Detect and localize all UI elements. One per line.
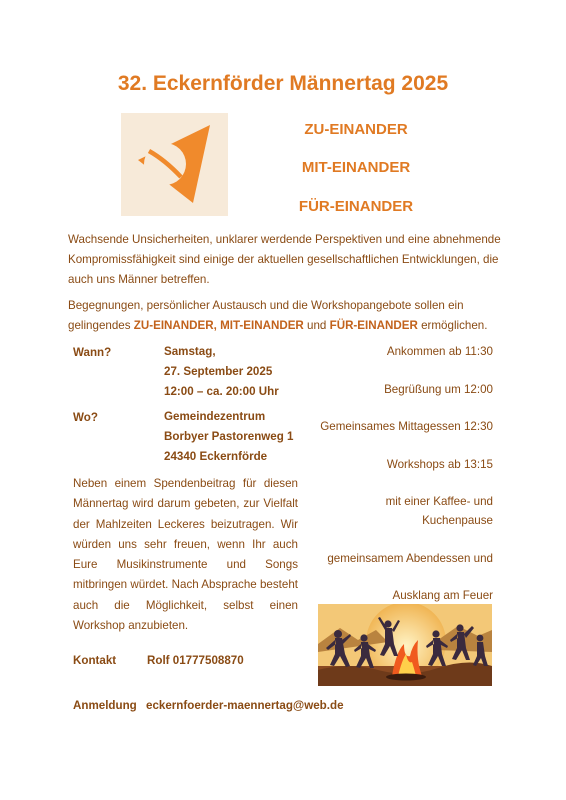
schedule-campfire: Ausklang am Feuer — [392, 589, 493, 602]
schedule-dinner: gemeinsamem Abendessen und — [327, 552, 493, 565]
goal-paragraph — [68, 296, 508, 336]
campfire-illustration — [318, 604, 492, 686]
contact-label: Kontakt — [73, 654, 117, 667]
when-line-time: 12:00 – ca. 20:00 Uhr — [164, 385, 279, 398]
intro-paragraph: Wachsende Unsicherheiten, unklarer werdende Perspektiven und eine abnehmende Kompromissfähigkeit sind einige der aktuellen gesellschaftlichen Entwicklungen, die auch uns Männer betreffen. — [68, 233, 501, 286]
schedule-workshops: Workshops ab 13:15 — [386, 458, 493, 471]
goal-highlight-2: FÜR-EINANDER — [329, 319, 418, 332]
info-paragraph: Neben einem Spendenbeitrag für diesen Männertag wird darum gebeten, zur Vielfalt der Mahlzeiten Leckeres beizutragen. Wir würden uns sehr freuen, wenn Ihr auch Eure Musikinstrumente und Songs mitbringen würdet. Nach Absprache besteht auch die Möglichkeit, selbst einen Workshop anzubieten. — [73, 477, 298, 633]
where-line-street: Borbyer Pastorenweg 1 — [164, 430, 294, 443]
where-label: Wo? — [73, 411, 98, 424]
slogan-zu-einander: ZU-EINANDER — [304, 121, 408, 138]
schedule-welcome: Begrüßung um 12:00 — [384, 383, 493, 396]
schedule-arrival: Ankommen ab 11:30 — [386, 345, 493, 358]
schedule-lunch: Gemeinsames Mittagessen 12:30 — [320, 420, 493, 433]
schedule-cake-break: Kuchenpause — [422, 514, 493, 527]
when-label: Wann? — [73, 346, 112, 359]
goal-text-start: Begegnungen, persönlicher Austausch und die Workshopangebote sollen ein gelingendes — [68, 299, 464, 332]
page-title: 32. Eckernförder Männertag 2025 — [117, 72, 449, 95]
slogan-fuer-einander: FÜR-EINANDER — [298, 198, 414, 215]
goal-text-mid: und — [303, 319, 330, 332]
registration-label: Anmeldung — [73, 699, 137, 712]
registration-email: eckernfoerder-maennertag@web.de — [146, 699, 344, 712]
slogan-mit-einander: MIT-EINANDER — [301, 159, 411, 176]
where-line-city: 24340 Eckernförde — [164, 450, 268, 463]
goal-highlight-1: ZU-EINANDER, MIT-EINANDER — [133, 319, 304, 332]
schedule-coffee: mit einer Kaffee- und — [385, 495, 493, 508]
goal-text-end: ermöglichen. — [417, 319, 488, 332]
where-line-venue: Gemeindezentrum — [164, 410, 266, 423]
when-line-date: 27. September 2025 — [164, 365, 273, 378]
when-line-date-weekday: Samstag, — [164, 345, 216, 358]
contact-value: Rolf 01777508870 — [147, 654, 244, 667]
